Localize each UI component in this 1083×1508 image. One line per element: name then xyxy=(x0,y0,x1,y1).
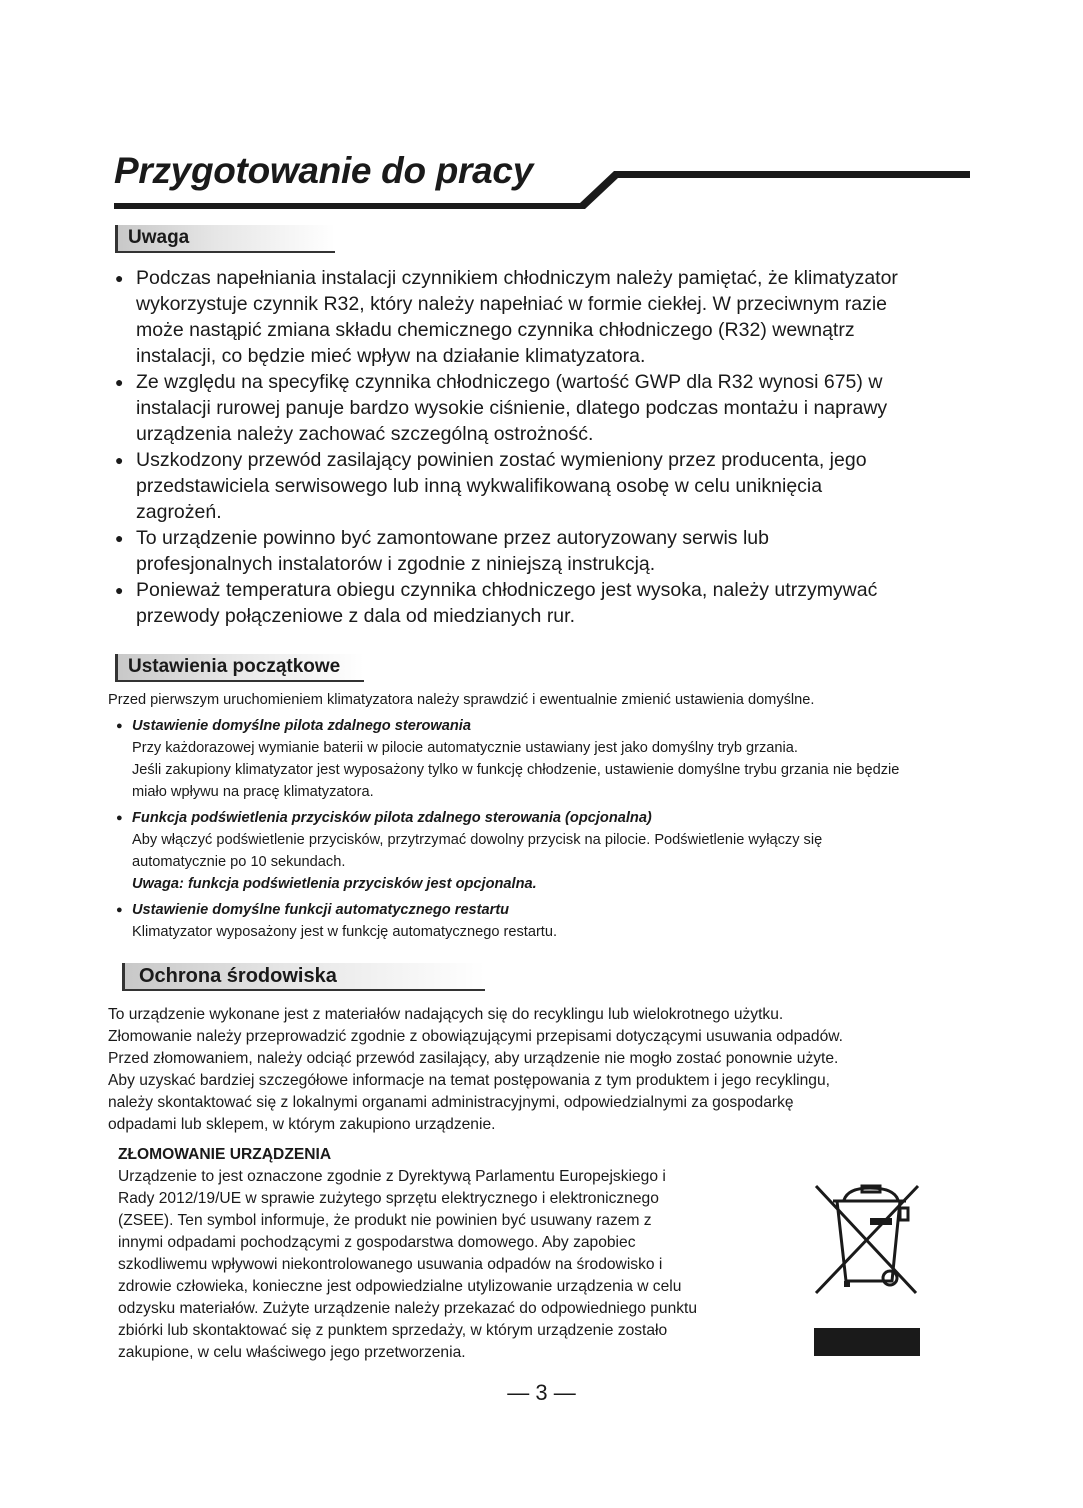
bullet-icon: ● xyxy=(116,904,123,916)
disposal-line: zakupione, w celu właściwego jego przetworzenia. xyxy=(118,1344,466,1361)
initial-settings-content xyxy=(108,689,899,943)
section-heading-initial-settings xyxy=(115,654,364,682)
list-item-body xyxy=(136,369,898,447)
uwaga-bullet-list xyxy=(115,265,898,629)
section-heading-environment xyxy=(122,963,485,991)
bullet-icon: ● xyxy=(116,720,123,732)
settings-item-body xyxy=(132,899,899,943)
bullet-line: zagrożeń. xyxy=(136,501,222,523)
bullet-icon: ● xyxy=(115,270,124,286)
disposal-line: Rady 2012/19/UE w sprawie zużytego sprzętu elektrycznego i elektronicznego xyxy=(118,1190,659,1207)
disposal-line: (ZSEE). Ten symbol informuje, że produkt nie powinien być usuwany razem z xyxy=(118,1212,652,1229)
bullet-line: instalacji, co będzie mieć wpływ na działanie klimatyzatora. xyxy=(136,345,646,367)
disposal-line: Urządzenie to jest oznaczone zgodnie z Dyrektywą Parlamentu Europejskiego i xyxy=(118,1168,666,1185)
bullet-line: instalacji rurowej panuje bardzo wysokie ciśnienie, dlatego podczas montażu i naprawy xyxy=(136,397,888,419)
bullet-line: Podczas napełniania instalacji czynnikiem chłodniczym należy pamiętać, że klimatyzator xyxy=(136,267,898,289)
settings-item-body xyxy=(132,807,899,895)
list-item-body xyxy=(136,265,898,369)
title-underline xyxy=(114,165,974,213)
list-item-body xyxy=(136,447,898,525)
settings-item-line: Jeśli zakupiony klimatyzator jest wyposażony tylko w funkcję chłodzenie, ustawienie domyślne trybu grzania nie będzie xyxy=(132,762,900,778)
section-heading-initial-settings-text: Ustawienia początkowe xyxy=(128,656,341,677)
environment-line: Złomowanie należy przeprowadzić zgodnie z obowiązującymi przepisami dotyczącymi usuwania odpadów. xyxy=(108,1028,843,1045)
bullet-line: wykorzystuje czynnik R32, który należy napełniać w formie ciekłej. W przeciwnym razie xyxy=(136,293,887,315)
list-item xyxy=(115,265,898,369)
settings-item xyxy=(108,899,899,943)
bullet-line: urządzenia należy zachować szczególną ostrożność. xyxy=(136,423,594,445)
bullet-line: przewody połączeniowe z dala od miedzianych rur. xyxy=(136,605,575,627)
environment-line: odpadami lub sklepem, w którym zakupiono urządzenie. xyxy=(108,1116,496,1133)
environment-line: Aby uzyskać bardziej szczegółowe informacje na temat postępowania z tym produktem i jego recyklingu, xyxy=(108,1072,830,1089)
bullet-icon: ● xyxy=(115,374,124,390)
page-title: Przygotowanie do pracy xyxy=(114,150,533,191)
settings-item-body xyxy=(132,715,899,803)
settings-item xyxy=(108,715,899,803)
bullet-line: To urządzenie powinno być zamontowane przez autoryzowany serwis lub xyxy=(136,527,769,549)
settings-item-title: Ustawienie domyślne funkcji automatycznego restartu xyxy=(132,902,510,918)
list-item xyxy=(115,369,898,447)
settings-item xyxy=(108,807,899,895)
bullet-line: Ze względu na specyfikę czynnika chłodniczego (wartość GWP dla R32 wynosi 675) w xyxy=(136,371,883,393)
list-item-body xyxy=(136,577,898,629)
environment-line: należy skontaktować się z lokalnymi organami administracyjnymi, odpowiedzialnymi za gospodarkę xyxy=(108,1094,794,1111)
disposal-line: zbiórki lub skontaktować się z punktem sprzedaży, w którym urządzenie zostało xyxy=(118,1322,668,1339)
initial-settings-items xyxy=(108,715,899,943)
settings-item-line: Aby włączyć podświetlenie przycisków, przytrzymać dowolny przycisk na pilocie. Podświetlenie wyłączy się xyxy=(132,832,823,848)
disposal-line: odzysku materiałów. Zużyte urządzenie należy przekazać do odpowiedniego punktu xyxy=(118,1300,698,1317)
bullet-line: profesjonalnych instalatorów i zgodnie z niniejszą instrukcją. xyxy=(136,553,656,575)
list-item xyxy=(115,525,898,577)
page-number: — 3 — xyxy=(507,1380,576,1405)
bullet-line: może nastąpić zmiana składu chemicznego czynnika chłodniczego (R32) wewnątrz xyxy=(136,319,855,341)
settings-item-line: miało wpływu na pracę klimatyzatora. xyxy=(132,784,374,800)
bullet-icon: ● xyxy=(115,530,124,546)
section-heading-environment-text: Ochrona środowiska xyxy=(139,965,337,987)
settings-item-title: Ustawienie domyślne pilota zdalnego sterowania xyxy=(132,718,471,734)
settings-item-line: Przy każdorazowej wymianie baterii w pilocie automatycznie ustawiany jest jako domyślny tryb grzania. xyxy=(132,740,798,756)
section-heading-uwaga-text: Uwaga xyxy=(128,227,190,248)
disposal-line: szkodliwemu wpływowi niekontrolowanego usuwania odpadów na środowisko i xyxy=(118,1256,663,1273)
list-item xyxy=(115,577,898,629)
bullet-line: przedstawiciela serwisowego lub inną wykwalifikowaną osobę w celu uniknięcia xyxy=(136,475,823,497)
list-item xyxy=(115,447,898,525)
settings-item-line: Klimatyzator wyposażony jest w funkcję automatycznego restartu. xyxy=(132,924,558,940)
settings-item-note: Uwaga: funkcja podświetlenia przycisków jest opcjonalna. xyxy=(132,876,537,892)
settings-item-title: Funkcja podświetlenia przycisków pilota zdalnego sterowania (opcjonalna) xyxy=(132,810,652,826)
environment-line: To urządzenie wykonane jest z materiałów nadających się do recyklingu lub wielokrotnego użytku. xyxy=(108,1006,784,1023)
settings-item-line: automatycznie po 10 sekundach. xyxy=(132,854,346,870)
bullet-icon: ● xyxy=(116,812,123,824)
disposal-lines xyxy=(118,1166,697,1364)
bullet-line: Ponieważ temperatura obiegu czynnika chłodniczego jest wysoka, należy utrzymywać xyxy=(136,579,878,601)
bullet-icon: ● xyxy=(115,582,124,598)
bullet-icon: ● xyxy=(115,452,124,468)
disposal-line: zdrowie człowieka, konieczne jest odpowiedzialne utylizowanie urządzenia w celu xyxy=(118,1278,682,1295)
weee-crossed-bin-icon xyxy=(812,1178,924,1358)
bullet-line: Uszkodzony przewód zasilający powinien zostać wymieniony przez producenta, jego xyxy=(136,449,867,471)
environment-paragraph xyxy=(108,1004,843,1136)
disposal-block xyxy=(118,1144,697,1364)
initial-intro: Przed pierwszym uruchomieniem klimatyzatora należy sprawdzić i ewentualnie zmienić ustawienia domyślne. xyxy=(108,692,815,708)
disposal-heading: ZŁOMOWANIE URZĄDZENIA xyxy=(118,1146,332,1163)
section-heading-uwaga xyxy=(115,225,335,253)
disposal-line: innymi odpadami pochodzącymi z gospodarstwa domowego. Aby zapobiec xyxy=(118,1234,636,1251)
list-item-body xyxy=(136,525,898,577)
environment-line: Przed złomowaniem, należy odciąć przewód zasilający, aby urządzenie nie mogło zostać ponownie użyte. xyxy=(108,1050,839,1067)
